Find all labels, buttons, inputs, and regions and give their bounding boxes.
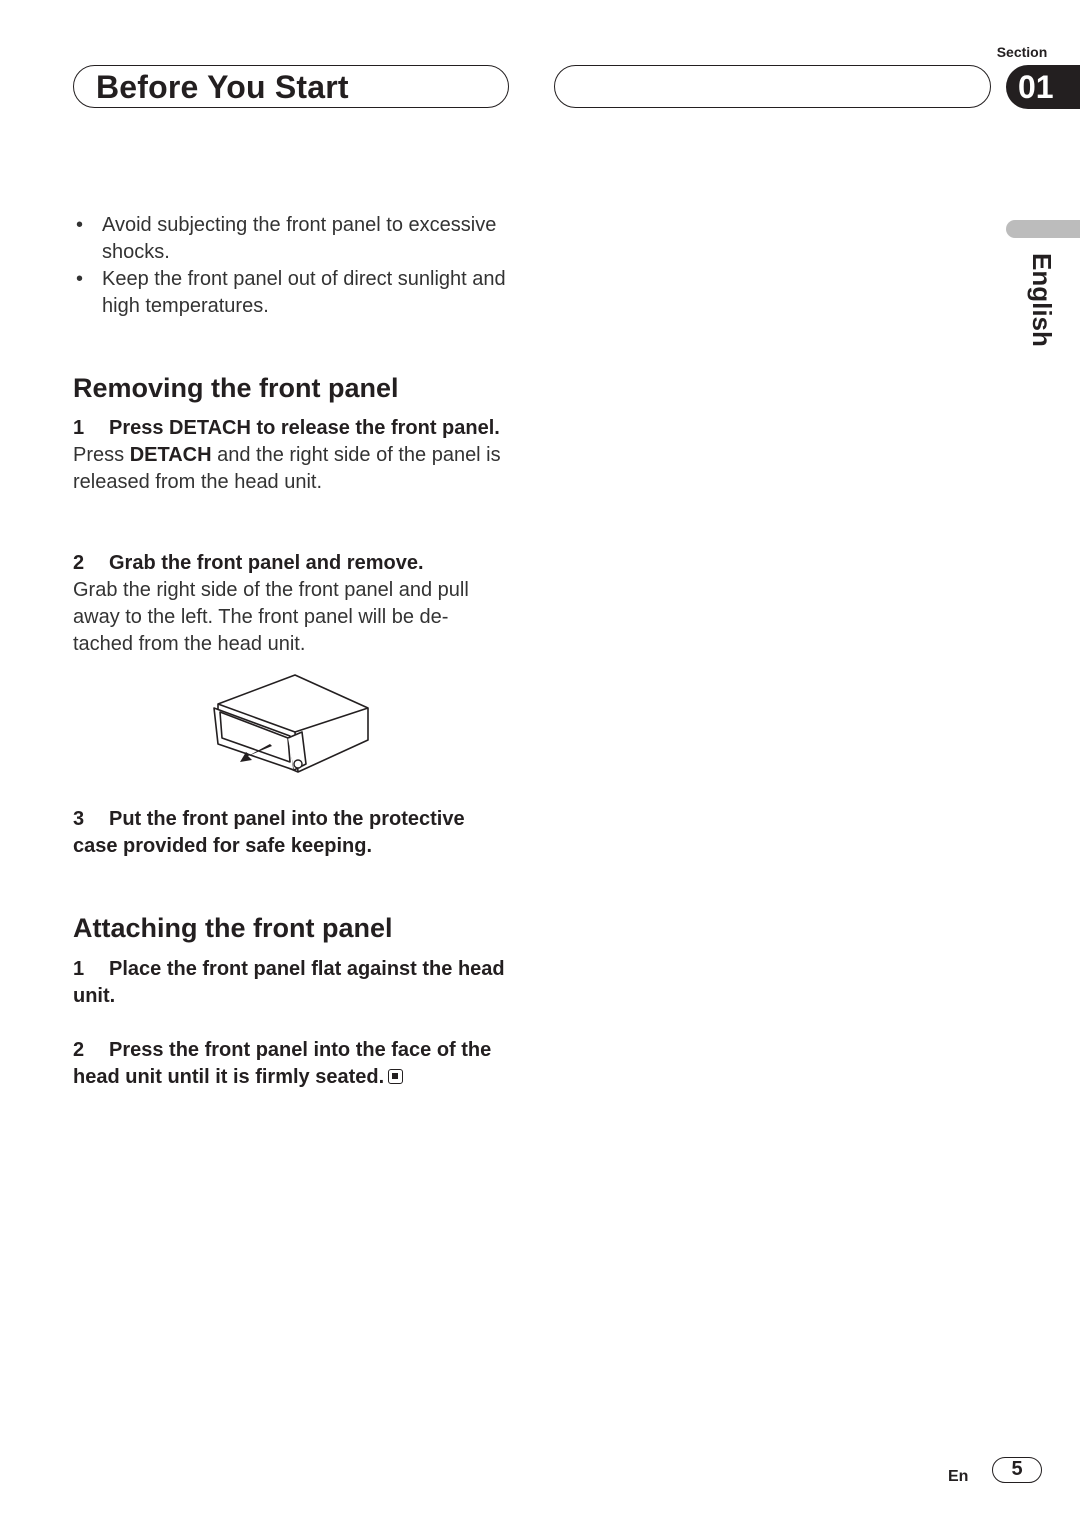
attaching-heading: Attaching the front panel (73, 913, 393, 943)
attaching-step-2: 2 Press the front panel into the face of the head unit until it is firmly seated. (73, 1039, 492, 1088)
removing-step-3: 3 Put the front panel into the protective case provided for safe keeping. (73, 808, 465, 857)
precaution-list (73, 212, 513, 320)
header-blank-box (554, 65, 991, 108)
bullet-icon: • (76, 214, 84, 236)
page-number: 5 (992, 1457, 1042, 1483)
detach-panel-illustration (210, 672, 375, 780)
footer-language: En (948, 1468, 969, 1485)
attaching-step-1: 1 Place the front panel flat against the head unit. (73, 958, 505, 1007)
removing-step-1: 1 Press DETACH to release the front panel. Press DETACH and the right side of the panel is released from the head unit. (73, 417, 501, 493)
end-mark-icon (388, 1069, 403, 1084)
section-label: Section (996, 44, 1048, 60)
language-label: English (1027, 253, 1057, 347)
list-item: • Keep the front panel out of direct sunlight and high temperatures. (76, 268, 506, 317)
section-title-box (73, 65, 509, 108)
bullet-icon: • (76, 268, 84, 290)
language-tab-bar (1006, 220, 1080, 238)
page-title: Before You Start (96, 69, 349, 105)
removing-heading: Removing the front panel (73, 373, 399, 403)
list-item: • Avoid subjecting the front panel to excessive shocks. (76, 214, 497, 263)
section-number: 01 (1018, 69, 1054, 105)
removing-step-2: 2 Grab the front panel and remove. Grab the right side of the front panel and pull away to the left. The front panel will be de- tached from the head unit. (73, 552, 469, 655)
section-number-tab (1006, 65, 1080, 109)
